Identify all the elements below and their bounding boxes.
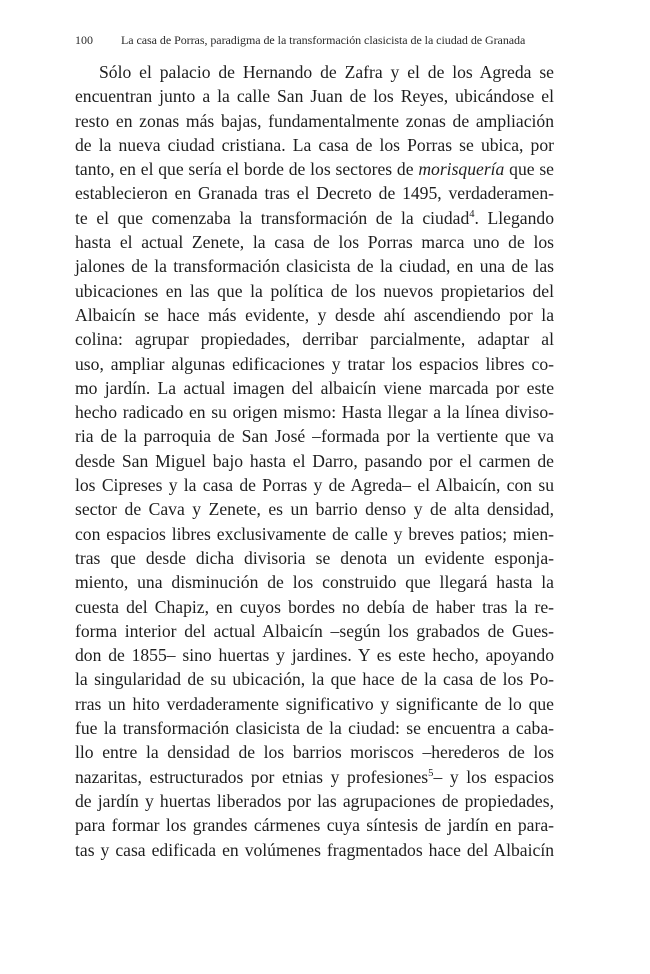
text-line: encuentran junto a la calle San Juan de los Reyes, ubicándose el: [75, 86, 554, 107]
text-line: [75, 157, 554, 181]
text-line: de la nueva ciudad cristiana. La casa de los Porras se ubica, por: [75, 134, 554, 155]
text-line: uso, ampliar algunas edificaciones y tratar los espacios libres co-: [75, 353, 554, 374]
text-segment: . Llegando: [474, 207, 554, 228]
text-line: para formar los grandes cármenes cuya síntesis de jardín en para-: [75, 815, 554, 836]
text-segment: te el que comenzaba la transformación de la ciudad: [75, 207, 470, 228]
text-line: don de 1855– sino huertas y jardines. Y es este hecho, apoyando: [75, 645, 554, 666]
text-line: [75, 765, 554, 789]
italic-term: morisquería: [418, 159, 505, 180]
text-line: con espacios libres exclusivamente de calle y breves patios; mien-: [75, 523, 554, 544]
text-line: colina: agrupar propiedades, derribar parcialmente, adaptar al: [75, 329, 554, 350]
text-line: desde San Miguel bajo hasta el Darro, pasando por el carmen de: [75, 450, 554, 471]
text-line: ubicaciones en las que la política de los nuevos propietarios del: [75, 280, 554, 301]
text-line: llo entre la densidad de los barrios moriscos –herederos de los: [75, 742, 554, 763]
text-segment: – y los espacios: [433, 766, 554, 787]
text-line: hasta el actual Zenete, la casa de los Porras marca uno de los: [75, 232, 554, 253]
footnote-reference[interactable]: 4: [469, 208, 475, 220]
text-line: miento, una disminución de los construido que llegará hasta la: [75, 572, 554, 593]
body-paragraph: [75, 60, 554, 862]
text-line: tras que desde dicha divisoria se denota un evidente esponja-: [75, 547, 554, 568]
text-line: [75, 206, 554, 230]
text-segment: que se: [504, 159, 554, 180]
text-line: forma interior del actual Albaicín –según los grabados de Gues-: [75, 620, 554, 641]
text-line: mo jardín. La actual imagen del albaicín viene marcada por este: [75, 377, 554, 398]
text-line: la singularidad de su ubicación, la que hace de la casa de los Po-: [75, 669, 554, 690]
text-line: jalones de la transformación clasicista de la ciudad, en una de las: [75, 256, 554, 277]
running-header: [75, 32, 554, 48]
text-line: cuesta del Chapiz, en cuyos bordes no debía de haber tras la re-: [75, 596, 554, 617]
book-page: [75, 0, 554, 974]
text-line: resto en zonas más bajas, fundamentalmente zonas de ampliación: [75, 110, 554, 131]
text-line: tas y casa edificada en volúmenes fragmentados hace del Albaicín: [75, 839, 554, 860]
text-line: sector de Cava y Zenete, es un barrio denso y de alta densidad,: [75, 499, 554, 520]
running-title: La casa de Porras, paradigma de la transformación clasicista de la ciudad de Granada: [121, 33, 526, 47]
text-line: Sólo el palacio de Hernando de Zafra y el de los Agreda se: [99, 62, 554, 82]
page-number: 100: [75, 33, 93, 47]
text-line: fue la transformación clasicista de la ciudad: se encuentra a caba-: [75, 718, 554, 739]
footnote-reference[interactable]: 5: [428, 767, 434, 779]
text-line: Albaicín se hace más evidente, y desde ahí ascendiendo por la: [75, 304, 554, 325]
text-line: ria de la parroquia de San José –formada por la vertiente que va: [75, 426, 554, 447]
text-line: de jardín y huertas liberados por las agrupaciones de propiedades,: [75, 790, 554, 811]
text-line: hecho radicado en su origen mismo: Hasta llegar a la línea diviso-: [75, 402, 554, 423]
text-line: los Cipreses y la casa de Porras y de Agreda– el Albaicín, con su: [75, 475, 554, 496]
text-line: rras un hito verdaderamente significativo y significante de lo que: [75, 693, 554, 714]
text-line: establecieron en Granada tras el Decreto de 1495, verdaderamen-: [75, 183, 554, 204]
text-segment: tanto, en el que sería el borde de los sectores de: [75, 159, 419, 180]
text-segment: nazaritas, estructurados por etnias y profesiones: [75, 766, 429, 787]
